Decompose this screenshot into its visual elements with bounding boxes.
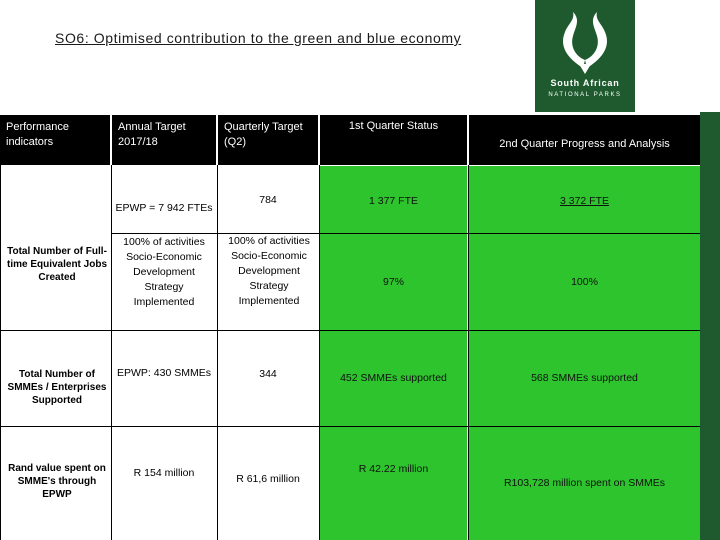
row4-indicator: Rand value spent on SMME's through EPWP <box>8 462 106 500</box>
logo-name: South African <box>550 78 620 88</box>
header-annual-target: Annual Target 2017/18 <box>112 115 216 165</box>
row4-quarterly-target: R 61,6 million <box>236 472 300 485</box>
decorative-bar <box>700 112 720 540</box>
row3-annual-target: EPWP: 430 SMMEs <box>117 366 211 379</box>
grid-line <box>0 426 700 427</box>
grid-line <box>111 233 700 234</box>
header-q2-progress: 2nd Quarter Progress and Analysis <box>469 115 700 165</box>
row1-annual-target: EPWP = 7 942 FTEs <box>115 201 213 214</box>
header-quarterly-target: Quarterly Target (Q2) <box>218 115 318 165</box>
header-indicator: Performance indicators <box>0 115 110 165</box>
row3-indicator: Total Number of SMMEs / Enterprises Supported <box>7 368 107 406</box>
row1-quarterly-target: 784 <box>259 193 277 206</box>
row2-indicator: Total Number of Full-time Equivalent Jobs Created <box>6 245 108 283</box>
row2-quarterly-target: 100% of activities Socio-Economic Development Strategy Implemented <box>228 234 310 307</box>
grid-line <box>111 165 112 540</box>
grid-line <box>217 165 218 540</box>
row2-q1-status: 97% <box>320 234 467 330</box>
row1-q2-progress: 3 372 FTE <box>469 166 700 234</box>
grid-line <box>319 165 320 540</box>
row2-q2-progress: 100% <box>469 234 700 330</box>
kudu-horns-icon <box>553 10 617 76</box>
slide-title: SO6: Optimised contribution to the green and blue economy <box>55 30 462 46</box>
grid-line <box>0 165 1 540</box>
sanparks-logo <box>535 0 635 112</box>
logo-subname: NATIONAL PARKS <box>548 92 622 98</box>
row4-q2-progress: R103,728 million spent on SMMEs <box>469 427 700 540</box>
row3-quarterly-target: 344 <box>259 367 277 380</box>
row3-q2-progress: 568 SMMEs supported <box>469 331 700 426</box>
grid-line <box>468 165 469 540</box>
row4-annual-target: R 154 million <box>133 466 195 479</box>
row3-q1-status: 452 SMMEs supported <box>320 331 467 426</box>
row2-annual-target: 100% of activities Socio-Economic Development Strategy Implemented <box>123 235 205 308</box>
row4-q1-status: R 42.22 million <box>320 427 467 540</box>
row1-q1-status: 1 377 FTE <box>320 166 467 234</box>
header-q1-status: 1st Quarter Status <box>320 115 467 165</box>
grid-line <box>0 330 700 331</box>
